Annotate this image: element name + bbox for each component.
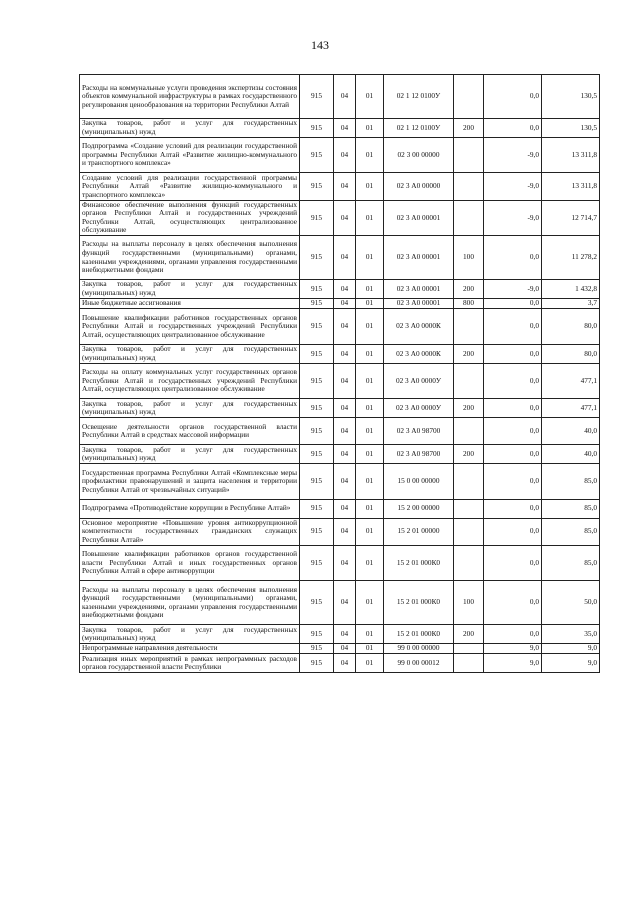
expense-type-code <box>454 499 484 518</box>
target-article-code: 02 3 А0 00000 <box>384 173 454 200</box>
amount-total: 1 432,8 <box>542 280 600 299</box>
expense-type-code: 200 <box>454 445 484 464</box>
table-row <box>80 625 600 644</box>
amount-total: 80,0 <box>542 309 600 345</box>
table-row <box>80 344 600 363</box>
amount-total: 13 311,8 <box>542 137 600 173</box>
subsection-code: 01 <box>356 499 384 518</box>
target-article-code: 02 3 А0 98700 <box>384 445 454 464</box>
target-article-code: 02 3 А0 0000К <box>384 309 454 345</box>
ministry-code: 915 <box>300 581 334 625</box>
amount-total: 35,0 <box>542 625 600 644</box>
amount-total: 9,0 <box>542 644 600 654</box>
table-row <box>80 236 600 280</box>
target-article-code: 99 0 00 00000 <box>384 644 454 654</box>
amount-change: 0,0 <box>484 625 542 644</box>
budget-table <box>79 74 600 673</box>
ministry-code: 915 <box>300 280 334 299</box>
ministry-code: 915 <box>300 418 334 445</box>
amount-total: 130,5 <box>542 119 600 138</box>
amount-change: 0,0 <box>484 236 542 280</box>
subsection-code: 01 <box>356 309 384 345</box>
expense-type-code <box>454 200 484 236</box>
target-article-code: 02 3 А0 00001 <box>384 236 454 280</box>
subsection-code: 01 <box>356 344 384 363</box>
row-description: Создание условий для реализации государственной программы Республики Алтай «Развитие жилищно-коммунального и транспортного комплекса» <box>80 173 300 200</box>
amount-change: 0,0 <box>484 445 542 464</box>
expense-type-code <box>454 363 484 399</box>
section-code: 04 <box>334 518 356 545</box>
row-description: Повышение квалификации работников органов государственной власти Республики Алтай и иных государственных органов Республики Алтай в сфере антикоррупции <box>80 545 300 581</box>
subsection-code: 01 <box>356 581 384 625</box>
table-row <box>80 464 600 500</box>
amount-change: 0,0 <box>484 309 542 345</box>
amount-total: 9,0 <box>542 654 600 673</box>
section-code: 04 <box>334 545 356 581</box>
table-row <box>80 280 600 299</box>
row-description: Закупка товаров, работ и услуг для государственных (муниципальных) нужд <box>80 445 300 464</box>
expense-type-code <box>454 173 484 200</box>
ministry-code: 915 <box>300 119 334 138</box>
amount-total: 477,1 <box>542 399 600 418</box>
section-code: 04 <box>334 309 356 345</box>
amount-total: 3,7 <box>542 298 600 308</box>
target-article-code: 99 0 00 00012 <box>384 654 454 673</box>
amount-change: 9,0 <box>484 644 542 654</box>
target-article-code: 02 3 А0 0000У <box>384 399 454 418</box>
section-code: 04 <box>334 137 356 173</box>
expense-type-code: 200 <box>454 625 484 644</box>
target-article-code: 15 2 01 000К0 <box>384 625 454 644</box>
ministry-code: 915 <box>300 137 334 173</box>
expense-type-code <box>454 464 484 500</box>
row-description: Закупка товаров, работ и услуг для государственных (муниципальных) нужд <box>80 280 300 299</box>
table-row <box>80 499 600 518</box>
target-article-code: 02 3 00 00000 <box>384 137 454 173</box>
table-row <box>80 137 600 173</box>
section-code: 04 <box>334 298 356 308</box>
target-article-code: 15 2 00 00000 <box>384 499 454 518</box>
amount-change: -9,0 <box>484 280 542 299</box>
budget-table-body <box>80 75 600 673</box>
expense-type-code <box>454 518 484 545</box>
table-row <box>80 173 600 200</box>
section-code: 04 <box>334 654 356 673</box>
section-code: 04 <box>334 363 356 399</box>
expense-type-code: 200 <box>454 344 484 363</box>
row-description: Иные бюджетные ассигнования <box>80 298 300 308</box>
amount-change: 0,0 <box>484 545 542 581</box>
ministry-code: 915 <box>300 625 334 644</box>
expense-type-code: 100 <box>454 581 484 625</box>
amount-change: -9,0 <box>484 200 542 236</box>
expense-type-code: 100 <box>454 236 484 280</box>
amount-total: 12 714,7 <box>542 200 600 236</box>
expense-type-code <box>454 75 484 119</box>
row-description: Подпрограмма «Противодействие коррупции в Республике Алтай» <box>80 499 300 518</box>
subsection-code: 01 <box>356 518 384 545</box>
target-article-code: 02 3 А0 0000У <box>384 363 454 399</box>
amount-change: 0,0 <box>484 464 542 500</box>
ministry-code: 915 <box>300 518 334 545</box>
target-article-code: 02 3 А0 0000К <box>384 344 454 363</box>
table-row <box>80 518 600 545</box>
amount-change: 0,0 <box>484 119 542 138</box>
row-description: Основное мероприятие «Повышение уровня антикоррупционной компетентности государственных гражданских служащих Республики Алтай» <box>80 518 300 545</box>
section-code: 04 <box>334 344 356 363</box>
subsection-code: 01 <box>356 418 384 445</box>
subsection-code: 01 <box>356 625 384 644</box>
expense-type-code <box>454 309 484 345</box>
subsection-code: 01 <box>356 137 384 173</box>
section-code: 04 <box>334 499 356 518</box>
section-code: 04 <box>334 280 356 299</box>
amount-change: 0,0 <box>484 344 542 363</box>
subsection-code: 01 <box>356 119 384 138</box>
section-code: 04 <box>334 236 356 280</box>
page-number: 143 <box>311 38 329 52</box>
section-code: 04 <box>334 119 356 138</box>
row-description: Повышение квалификации работников государственных органов Республики Алтай и государственных учреждений Республики Алтай, осуществляющих централизованное обслуживание <box>80 309 300 345</box>
amount-total: 85,0 <box>542 518 600 545</box>
table-row <box>80 75 600 119</box>
amount-total: 130,5 <box>542 75 600 119</box>
amount-change: 0,0 <box>484 581 542 625</box>
target-article-code: 02 1 12 0100У <box>384 75 454 119</box>
target-article-code: 02 3 А0 98700 <box>384 418 454 445</box>
expense-type-code: 200 <box>454 119 484 138</box>
amount-total: 85,0 <box>542 499 600 518</box>
subsection-code: 01 <box>356 464 384 500</box>
ministry-code: 915 <box>300 309 334 345</box>
ministry-code: 915 <box>300 173 334 200</box>
amount-total: 13 311,8 <box>542 173 600 200</box>
amount-change: 0,0 <box>484 75 542 119</box>
section-code: 04 <box>334 200 356 236</box>
table-row <box>80 298 600 308</box>
ministry-code: 915 <box>300 445 334 464</box>
amount-change: 0,0 <box>484 418 542 445</box>
amount-total: 40,0 <box>542 418 600 445</box>
subsection-code: 01 <box>356 363 384 399</box>
target-article-code: 02 1 12 0100У <box>384 119 454 138</box>
ministry-code: 915 <box>300 200 334 236</box>
amount-total: 40,0 <box>542 445 600 464</box>
expense-type-code: 200 <box>454 399 484 418</box>
ministry-code: 915 <box>300 654 334 673</box>
row-description: Подпрограмма «Создание условий для реализации государственной программы Республики Алтай «Развитие жилищно-коммунального и транспортного комплекса» <box>80 137 300 173</box>
ministry-code: 915 <box>300 75 334 119</box>
subsection-code: 01 <box>356 280 384 299</box>
ministry-code: 915 <box>300 644 334 654</box>
subsection-code: 01 <box>356 545 384 581</box>
subsection-code: 01 <box>356 644 384 654</box>
expense-type-code <box>454 654 484 673</box>
expense-type-code: 800 <box>454 298 484 308</box>
target-article-code: 02 3 А0 00001 <box>384 298 454 308</box>
row-description: Расходы на оплату коммунальных услуг государственных органов Республики Алтай и государственных учреждений Республики Алтай, осуществляющих централизованное обслуживание <box>80 363 300 399</box>
subsection-code: 01 <box>356 75 384 119</box>
section-code: 04 <box>334 173 356 200</box>
section-code: 04 <box>334 75 356 119</box>
expense-type-code <box>454 137 484 173</box>
expense-type-code <box>454 644 484 654</box>
amount-change: 0,0 <box>484 298 542 308</box>
amount-change: 0,0 <box>484 499 542 518</box>
ministry-code: 915 <box>300 399 334 418</box>
row-description: Расходы на коммунальные услуги проведения экспертизы состояния объектов коммунальной инфраструктуры в рамках государственного регулирования ценообразования на территории Республики Алтай <box>80 75 300 119</box>
target-article-code: 02 3 А0 00001 <box>384 280 454 299</box>
section-code: 04 <box>334 581 356 625</box>
section-code: 04 <box>334 625 356 644</box>
subsection-code: 01 <box>356 173 384 200</box>
subsection-code: 01 <box>356 445 384 464</box>
target-article-code: 15 2 01 000К0 <box>384 581 454 625</box>
row-description: Закупка товаров, работ и услуг для государственных (муниципальных) нужд <box>80 344 300 363</box>
amount-total: 85,0 <box>542 545 600 581</box>
table-row <box>80 418 600 445</box>
ministry-code: 915 <box>300 499 334 518</box>
ministry-code: 915 <box>300 464 334 500</box>
table-row <box>80 363 600 399</box>
amount-change: 0,0 <box>484 399 542 418</box>
row-description: Непрограммные направления деятельности <box>80 644 300 654</box>
amount-change: -9,0 <box>484 173 542 200</box>
section-code: 04 <box>334 399 356 418</box>
amount-change: 0,0 <box>484 363 542 399</box>
table-row <box>80 200 600 236</box>
amount-total: 50,0 <box>542 581 600 625</box>
amount-total: 477,1 <box>542 363 600 399</box>
subsection-code: 01 <box>356 236 384 280</box>
subsection-code: 01 <box>356 399 384 418</box>
expense-type-code: 200 <box>454 280 484 299</box>
ministry-code: 915 <box>300 298 334 308</box>
amount-change: 9,0 <box>484 654 542 673</box>
table-row <box>80 445 600 464</box>
amount-total: 85,0 <box>542 464 600 500</box>
table-row <box>80 581 600 625</box>
ministry-code: 915 <box>300 363 334 399</box>
expense-type-code <box>454 418 484 445</box>
expense-type-code <box>454 545 484 581</box>
target-article-code: 15 2 01 00000 <box>384 518 454 545</box>
row-description: Закупка товаров, работ и услуг для государственных (муниципальных) нужд <box>80 625 300 644</box>
row-description: Финансовое обеспечение выполнения функций государственных органов Республики Алтай и государственных учреждений Республики Алтай, осуществляющих централизованное обслуживание <box>80 200 300 236</box>
ministry-code: 915 <box>300 236 334 280</box>
row-description: Освещение деятельности органов государственной власти Республики Алтай в средствах массовой информации <box>80 418 300 445</box>
section-code: 04 <box>334 464 356 500</box>
table-row <box>80 309 600 345</box>
section-code: 04 <box>334 445 356 464</box>
subsection-code: 01 <box>356 654 384 673</box>
target-article-code: 15 0 00 00000 <box>384 464 454 500</box>
row-description: Расходы на выплаты персоналу в целях обеспечения выполнения функций государственными (муниципальными) органами, казенными учреждениями, органами управления государственными внебюджетными фондами <box>80 236 300 280</box>
row-description: Расходы на выплаты персоналу в целях обеспечения выполнения функций государственными (муниципальными) органами, казенными учреждениями, органами управления государственными внебюджетными фондами <box>80 581 300 625</box>
subsection-code: 01 <box>356 298 384 308</box>
ministry-code: 915 <box>300 344 334 363</box>
section-code: 04 <box>334 644 356 654</box>
ministry-code: 915 <box>300 545 334 581</box>
table-row <box>80 399 600 418</box>
amount-total: 11 278,2 <box>542 236 600 280</box>
target-article-code: 02 3 А0 00001 <box>384 200 454 236</box>
table-row <box>80 545 600 581</box>
subsection-code: 01 <box>356 200 384 236</box>
amount-change: -9,0 <box>484 137 542 173</box>
amount-change: 0,0 <box>484 518 542 545</box>
row-description: Закупка товаров, работ и услуг для государственных (муниципальных) нужд <box>80 399 300 418</box>
amount-total: 80,0 <box>542 344 600 363</box>
table-row <box>80 119 600 138</box>
table-row <box>80 644 600 654</box>
target-article-code: 15 2 01 000К0 <box>384 545 454 581</box>
row-description: Государственная программа Республики Алтай «Комплексные меры профилактики правонарушений и защита населения и территории Республики Алтай от чрезвычайных ситуаций» <box>80 464 300 500</box>
section-code: 04 <box>334 418 356 445</box>
table-row <box>80 654 600 673</box>
row-description: Закупка товаров, работ и услуг для государственных (муниципальных) нужд <box>80 119 300 138</box>
row-description: Реализация иных мероприятий в рамках непрограммных расходов органов государственной власти Республики <box>80 654 300 673</box>
